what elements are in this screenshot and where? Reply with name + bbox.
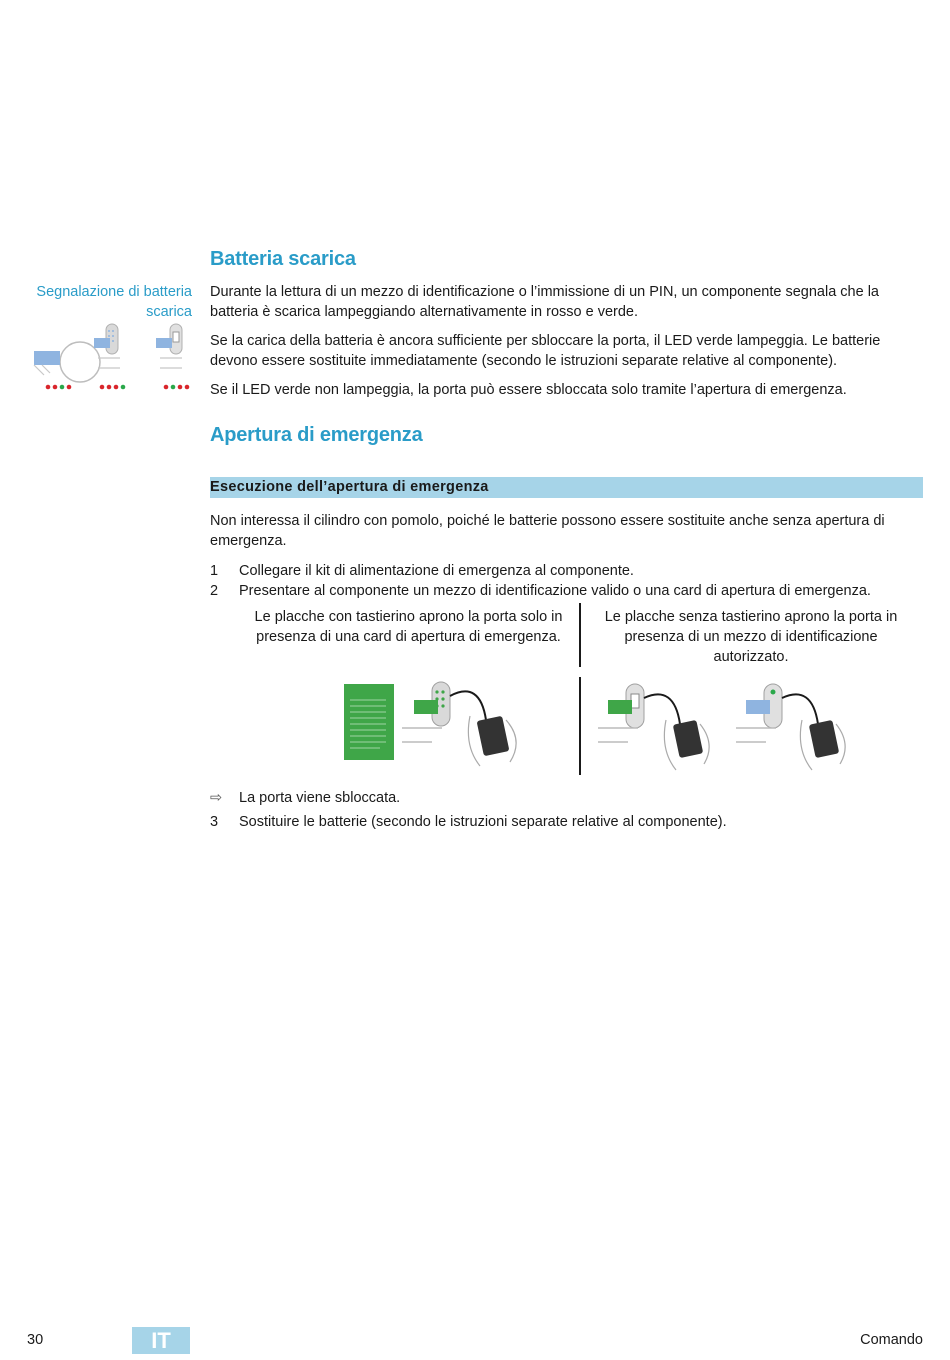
plate-no-keypad-icon <box>736 684 845 770</box>
illustration-divider <box>579 677 581 775</box>
paragraph-battery-1: Durante la lettura di un mezzo di identificazione o l’immissione di un PIN, un componente segnala che la batteria è scarica lampeggiando alternativamente in rosso e verde. <box>210 284 879 320</box>
subheading-emergency-execution: Esecuzione dell’apertura di emergenza <box>210 479 489 495</box>
plate-no-keypad-icon <box>598 684 709 770</box>
section-title-emergency-opening: Apertura di emergenza <box>210 424 423 446</box>
margin-note-battery-signal: Segnalazione di batteria scarica <box>36 284 192 320</box>
step-text: Collegare il kit di alimentazione di emergenza al componente. <box>239 563 634 579</box>
result-arrow-icon: ⇨ <box>210 790 223 806</box>
emergency-keypad-illustration <box>340 676 570 774</box>
column-keypad-plates: Le placche con tastierino aprono la porta solo in presenza di una card di apertura di emergenza. <box>254 609 563 645</box>
plate-no-keypad-icon <box>156 324 189 389</box>
emergency-card-icon <box>344 684 394 760</box>
subheading-bar <box>210 477 923 498</box>
step-number: 2 <box>210 583 219 599</box>
language-badge: IT <box>132 1327 190 1354</box>
step-text: Sostituire le batterie (secondo le istruzioni separate relative al componente). <box>239 814 727 830</box>
power-pack-icon <box>450 691 516 766</box>
chapter-name: Comando <box>860 1332 923 1348</box>
paragraph-battery-2: Se la carica della batteria è ancora sufficiente per sbloccare la porta, il LED verde lampeggia. Le batterie devono essere sostituite immediatamente (secondo le istruzioni separate relative al componente). <box>210 333 881 369</box>
paragraph-emergency-intro: Non interessa il cilindro con pomolo, poiché le batterie possono essere sostituite anche senza apertura di emergenza. <box>210 513 885 549</box>
section-title-battery-low: Batteria scarica <box>210 248 356 270</box>
emergency-no-keypad-illustration <box>596 676 866 776</box>
column-no-keypad-plates: Le placche senza tastierino aprono la porta in presenza di un mezzo di identificazione autorizzato. <box>604 609 898 665</box>
column-divider <box>579 603 581 667</box>
step-number: 3 <box>210 814 219 830</box>
step-number: 1 <box>210 563 219 579</box>
knob-cylinder-icon <box>34 342 100 389</box>
step-text: Presentare al componente un mezzo di identificazione valido o una card di apertura di emergenza. <box>239 583 871 599</box>
page-number: 30 <box>27 1332 44 1348</box>
keypad-plate-icon <box>402 682 450 742</box>
paragraph-battery-3: Se il LED verde non lampeggia, la porta può essere sbloccata solo tramite l’apertura di emergenza. <box>210 382 847 398</box>
result-text: La porta viene sbloccata. <box>239 790 401 806</box>
battery-signal-illustration <box>28 320 196 396</box>
